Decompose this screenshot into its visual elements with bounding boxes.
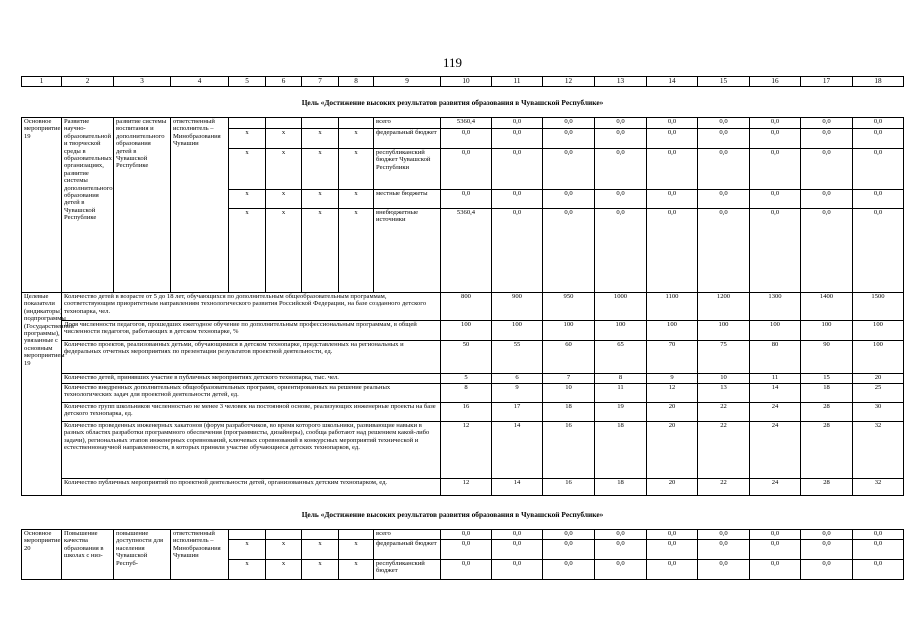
block2-code-cell: x xyxy=(266,540,302,560)
column-header-16: 16 xyxy=(750,77,801,87)
indicator-value: 1500 xyxy=(853,293,904,321)
indicator-value: 100 xyxy=(750,321,801,341)
indicator-value: 9 xyxy=(492,384,543,403)
indicator-value: 18 xyxy=(543,403,595,422)
indicator-row xyxy=(22,403,904,422)
indicator-row xyxy=(22,341,904,374)
indicator-value: 100 xyxy=(853,321,904,341)
block1-value-cell: 0,0 xyxy=(750,129,801,149)
block2-value-cell: 0,0 xyxy=(853,530,904,540)
block2-value-cell: 0,0 xyxy=(492,560,543,580)
indicator-text: Количество групп школьников численностью не менее 3 человек на постоянной основе, реализующих инженерные проекты на базе детского технопарка, ед. xyxy=(62,403,441,422)
column-header-18: 18 xyxy=(853,77,904,87)
block1-task: развитие системы воспитания и дополнительного образования детей в Чувашской Республике xyxy=(114,118,171,293)
page-number: 119 xyxy=(442,55,463,70)
block1-value-cell: 0,0 xyxy=(750,209,801,293)
block1-value-cell: 0,0 xyxy=(543,118,595,129)
block1-value-cell: 5360,4 xyxy=(441,209,492,293)
block1-value-cell: 0,0 xyxy=(801,209,853,293)
block1-code-cell: x xyxy=(302,190,339,209)
indicator-text: Количество проектов, реализованных детьми, обучающимися в детском технопарке, представленных на региональных и федеральных отчетных мероприятиях по презентации результатов проектной деятельности, ед. xyxy=(62,341,441,374)
indicator-value: 800 xyxy=(441,293,492,321)
block1-value-cell: 0,0 xyxy=(853,118,904,129)
indicator-text: Количество детей в возрасте от 5 до 18 лет, обучающихся по дополнительным общеобразовательным программам, соответствующим приоритетным направлениям технологического развития Российской Федерации, на базе созданного детского технопарка, чел. xyxy=(62,293,441,321)
block2-value-cell: 0,0 xyxy=(441,540,492,560)
indicator-value: 20 xyxy=(647,479,698,496)
indicator-value: 5 xyxy=(441,374,492,384)
block2-funding-source: федеральный бюджет xyxy=(374,540,441,560)
block1-value-cell: 0,0 xyxy=(801,118,853,129)
indicator-value: 10 xyxy=(543,384,595,403)
block1-value-cell: 0,0 xyxy=(698,118,750,129)
indicators-label: Целевые показатели (индикаторы) подпрограммы (Государственной программы), увязанные с основным мероприятием 19 xyxy=(22,293,62,496)
column-header-3: 3 xyxy=(114,77,171,87)
indicator-value: 100 xyxy=(698,321,750,341)
block2-code-cell xyxy=(339,530,374,540)
block2-value-cell: 0,0 xyxy=(647,530,698,540)
block1-code-cell: x xyxy=(339,129,374,149)
block1-code-cell: x xyxy=(302,129,339,149)
block1-code-cell: x xyxy=(339,190,374,209)
indicator-value: 80 xyxy=(750,341,801,374)
block1-funding-source: федеральный бюджет xyxy=(374,129,441,149)
block2-value-cell: 0,0 xyxy=(543,560,595,580)
column-header-table xyxy=(21,76,904,87)
block2-value-cell: 0,0 xyxy=(698,560,750,580)
block2-value-cell: 0,0 xyxy=(492,540,543,560)
block2-value-cell: 0,0 xyxy=(698,530,750,540)
block1-code-cell: x xyxy=(339,149,374,190)
block1-value-cell: 0,0 xyxy=(750,118,801,129)
column-header-15: 15 xyxy=(698,77,750,87)
indicator-value: 12 xyxy=(647,384,698,403)
indicator-value: 19 xyxy=(595,403,647,422)
block1-value-cell: 0,0 xyxy=(441,190,492,209)
block1-value-cell: 0,0 xyxy=(698,149,750,190)
block1-value-cell: 0,0 xyxy=(543,209,595,293)
indicator-value: 15 xyxy=(801,374,853,384)
block2-value-cell: 0,0 xyxy=(595,540,647,560)
indicator-value: 30 xyxy=(853,403,904,422)
indicator-value: 24 xyxy=(750,422,801,479)
indicator-value: 20 xyxy=(853,374,904,384)
main-table-block-2 xyxy=(21,529,904,580)
column-header-9: 9 xyxy=(374,77,441,87)
block1-value-cell: 0,0 xyxy=(801,129,853,149)
block1-value-cell: 0,0 xyxy=(492,190,543,209)
indicator-value: 28 xyxy=(801,479,853,496)
indicator-value: 14 xyxy=(492,422,543,479)
column-header-11: 11 xyxy=(492,77,543,87)
block1-code-cell: x xyxy=(229,209,266,293)
block1-value-cell: 0,0 xyxy=(853,129,904,149)
indicator-value: 1200 xyxy=(698,293,750,321)
block1-code-cell: x xyxy=(266,209,302,293)
block2-value-cell: 0,0 xyxy=(853,540,904,560)
goal-title-1: Цель «Достижение высоких результатов развития образования в Чувашской Республике» xyxy=(301,98,604,107)
column-header-12: 12 xyxy=(543,77,595,87)
block1-value-cell: 0,0 xyxy=(853,209,904,293)
indicator-value: 50 xyxy=(441,341,492,374)
block1-value-cell: 0,0 xyxy=(595,149,647,190)
block2-funding-source: республиканский бюджет xyxy=(374,560,441,580)
indicator-value: 16 xyxy=(441,403,492,422)
indicator-value: 100 xyxy=(647,321,698,341)
block1-value-cell: 0,0 xyxy=(853,149,904,190)
block2-executor: ответственный исполнитель – Минобразования Чувашии xyxy=(171,530,229,580)
indicator-value: 6 xyxy=(492,374,543,384)
block1-value-cell: 0,0 xyxy=(750,149,801,190)
indicator-row xyxy=(22,293,904,321)
block2-value-cell: 0,0 xyxy=(595,560,647,580)
block2-value-cell: 0,0 xyxy=(543,540,595,560)
indicator-value: 28 xyxy=(801,422,853,479)
block2-value-cell: 0,0 xyxy=(801,560,853,580)
block1-funding-source: всего xyxy=(374,118,441,129)
indicator-value: 8 xyxy=(441,384,492,403)
indicator-text: Количество проведенных инженерных хакатонов (форум разработчиков, во время которого школьники, развивающие навыки в разных областях разработки программного обеспечения (программисты, дизайнеры), сообща работают над решением какой-либо задачи), региональных этапов инженерных соревнований, ключевых соревнований в конкурсных мероприятий технической и естественнонаучной направленности, в которых приняли участие обучающиеся детских технопарков, ед. xyxy=(62,422,441,479)
indicator-value: 1300 xyxy=(750,293,801,321)
block1-value-cell: 0,0 xyxy=(441,129,492,149)
block1-value-cell: 0,0 xyxy=(801,190,853,209)
indicator-value: 100 xyxy=(853,341,904,374)
indicator-row xyxy=(22,384,904,403)
indicator-value: 100 xyxy=(595,321,647,341)
column-header-7: 7 xyxy=(302,77,339,87)
indicator-value: 18 xyxy=(595,479,647,496)
column-header-10: 10 xyxy=(441,77,492,87)
block2-value-cell: 0,0 xyxy=(441,530,492,540)
block1-value-cell: 0,0 xyxy=(492,118,543,129)
block2-value-cell: 0,0 xyxy=(801,530,853,540)
indicator-value: 75 xyxy=(698,341,750,374)
block1-value-cell: 5360,4 xyxy=(441,118,492,129)
column-header-8: 8 xyxy=(339,77,374,87)
block1-code-cell xyxy=(229,118,266,129)
goal-title-2: Цель «Достижение высоких результатов развития образования в Чувашской Республике» xyxy=(301,510,604,519)
indicator-value: 16 xyxy=(543,422,595,479)
block2-row xyxy=(22,530,904,540)
indicator-value: 14 xyxy=(750,384,801,403)
indicator-value: 65 xyxy=(595,341,647,374)
block1-code-cell: x xyxy=(229,129,266,149)
block1-funding-source: республиканский бюджет Чувашской Республики xyxy=(374,149,441,190)
block1-code-cell: x xyxy=(302,209,339,293)
indicator-value: 22 xyxy=(698,422,750,479)
block1-measure-name: Основное мероприятие 19 xyxy=(22,118,62,293)
block2-measure-name: Основное мероприятие 20 xyxy=(22,530,62,580)
indicator-value: 1000 xyxy=(595,293,647,321)
block2-value-cell: 0,0 xyxy=(853,560,904,580)
block2-value-cell: 0,0 xyxy=(801,540,853,560)
indicator-text: Количество внедренных дополнительных общеобразовательных программ, ориентированных на решение реальных технологических задач для проектной деятельности детей, ед. xyxy=(62,384,441,403)
block2-code-cell: x xyxy=(302,540,339,560)
block2-code-cell xyxy=(302,530,339,540)
block1-value-cell: 0,0 xyxy=(441,149,492,190)
block1-value-cell: 0,0 xyxy=(647,209,698,293)
block2-code-cell: x xyxy=(229,560,266,580)
column-header-13: 13 xyxy=(595,77,647,87)
indicator-value: 24 xyxy=(750,479,801,496)
indicator-value: 22 xyxy=(698,479,750,496)
column-header-14: 14 xyxy=(647,77,698,87)
column-header-2: 2 xyxy=(62,77,114,87)
indicator-value: 8 xyxy=(595,374,647,384)
block2-code-cell xyxy=(229,530,266,540)
block2-code-cell: x xyxy=(229,540,266,560)
indicator-row xyxy=(22,374,904,384)
indicator-value: 12 xyxy=(441,422,492,479)
block1-row xyxy=(22,118,904,129)
indicator-row xyxy=(22,422,904,479)
block1-value-cell: 0,0 xyxy=(647,118,698,129)
block1-value-cell: 0,0 xyxy=(647,129,698,149)
block2-code-cell: x xyxy=(302,560,339,580)
block1-measure-title: Развитие научно-образовательной и творческой среды в образовательных организациях, развитие системы дополнительного образования детей в Чувашской Республике xyxy=(62,118,114,293)
indicator-text: Количество детей, принявших участие в публичных мероприятиях детского технопарка, тыс. чел. xyxy=(62,374,441,384)
indicator-value: 70 xyxy=(647,341,698,374)
block2-value-cell: 0,0 xyxy=(750,560,801,580)
indicator-value: 1400 xyxy=(801,293,853,321)
block2-value-cell: 0,0 xyxy=(647,540,698,560)
indicator-value: 18 xyxy=(801,384,853,403)
block1-executor: ответственный исполнитель – Минобразования Чувашии xyxy=(171,118,229,293)
block1-value-cell: 0,0 xyxy=(647,190,698,209)
block2-value-cell: 0,0 xyxy=(441,560,492,580)
indicator-value: 17 xyxy=(492,403,543,422)
block2-value-cell: 0,0 xyxy=(698,540,750,560)
block1-value-cell: 0,0 xyxy=(595,209,647,293)
block2-code-cell xyxy=(266,530,302,540)
block1-value-cell: 0,0 xyxy=(543,149,595,190)
column-header-6: 6 xyxy=(266,77,302,87)
indicator-value: 900 xyxy=(492,293,543,321)
indicator-value: 100 xyxy=(441,321,492,341)
block1-code-cell: x xyxy=(266,190,302,209)
block1-code-cell: x xyxy=(339,209,374,293)
block2-value-cell: 0,0 xyxy=(595,530,647,540)
block1-value-cell: 0,0 xyxy=(492,209,543,293)
block1-value-cell: 0,0 xyxy=(698,190,750,209)
block1-value-cell: 0,0 xyxy=(647,149,698,190)
block2-funding-source: всего xyxy=(374,530,441,540)
block2-value-cell: 0,0 xyxy=(543,530,595,540)
indicator-row xyxy=(22,479,904,496)
block1-value-cell: 0,0 xyxy=(750,190,801,209)
block2-value-cell: 0,0 xyxy=(492,530,543,540)
indicator-value: 16 xyxy=(543,479,595,496)
block2-measure-title: Повышение качества образования в школах с низ- xyxy=(62,530,114,580)
indicator-value: 1100 xyxy=(647,293,698,321)
block2-code-cell: x xyxy=(339,560,374,580)
block1-funding-source: внебюджетные источники xyxy=(374,209,441,293)
block1-value-cell: 0,0 xyxy=(595,129,647,149)
indicator-value: 25 xyxy=(853,384,904,403)
block1-value-cell: 0,0 xyxy=(492,149,543,190)
block1-value-cell: 0,0 xyxy=(698,129,750,149)
indicator-value: 13 xyxy=(698,384,750,403)
indicator-text: Количество публичных мероприятий по проектной деятельности детей, организованных детским технопарком, ед. xyxy=(62,479,441,496)
indicator-value: 24 xyxy=(750,403,801,422)
indicator-value: 11 xyxy=(750,374,801,384)
block1-value-cell: 0,0 xyxy=(543,190,595,209)
indicator-value: 22 xyxy=(698,403,750,422)
indicator-value: 7 xyxy=(543,374,595,384)
block1-code-cell xyxy=(266,118,302,129)
indicator-value: 18 xyxy=(595,422,647,479)
indicator-value: 11 xyxy=(595,384,647,403)
indicator-row xyxy=(22,321,904,341)
block2-code-cell: x xyxy=(339,540,374,560)
block1-code-cell: x xyxy=(229,190,266,209)
block1-code-cell: x xyxy=(302,149,339,190)
indicator-value: 90 xyxy=(801,341,853,374)
block1-value-cell: 0,0 xyxy=(595,118,647,129)
block1-value-cell: 0,0 xyxy=(698,209,750,293)
block1-code-cell xyxy=(302,118,339,129)
block2-task: повышение доступности для населения Чувашской Респуб- xyxy=(114,530,171,580)
indicator-value: 20 xyxy=(647,403,698,422)
indicator-value: 20 xyxy=(647,422,698,479)
block1-value-cell: 0,0 xyxy=(543,129,595,149)
indicator-text: Доля численности педагогов, прошедших ежегодное обучение по дополнительным профессиональным программам, в общей численности педагогов, работающих в детском технопарке, % xyxy=(62,321,441,341)
indicator-value: 55 xyxy=(492,341,543,374)
indicator-value: 10 xyxy=(698,374,750,384)
block1-value-cell: 0,0 xyxy=(595,190,647,209)
indicator-value: 100 xyxy=(492,321,543,341)
indicator-value: 14 xyxy=(492,479,543,496)
block1-code-cell: x xyxy=(266,149,302,190)
indicator-value: 9 xyxy=(647,374,698,384)
block1-code-cell: x xyxy=(229,149,266,190)
block2-value-cell: 0,0 xyxy=(750,530,801,540)
block2-value-cell: 0,0 xyxy=(750,540,801,560)
indicator-value: 32 xyxy=(853,479,904,496)
column-header-4: 4 xyxy=(171,77,229,87)
column-header-5: 5 xyxy=(229,77,266,87)
indicator-value: 100 xyxy=(543,321,595,341)
column-header-row xyxy=(22,77,904,87)
main-table-block-1 xyxy=(21,117,904,496)
indicator-value: 28 xyxy=(801,403,853,422)
block1-value-cell: 0,0 xyxy=(492,129,543,149)
block2-code-cell: x xyxy=(266,560,302,580)
indicator-value: 100 xyxy=(801,321,853,341)
indicator-value: 950 xyxy=(543,293,595,321)
block1-value-cell: 0,0 xyxy=(801,149,853,190)
block1-value-cell: 0,0 xyxy=(853,190,904,209)
indicator-value: 32 xyxy=(853,422,904,479)
indicator-value: 12 xyxy=(441,479,492,496)
indicator-value: 60 xyxy=(543,341,595,374)
block1-funding-source: местные бюджеты xyxy=(374,190,441,209)
block2-value-cell: 0,0 xyxy=(647,560,698,580)
column-header-17: 17 xyxy=(801,77,853,87)
column-header-1: 1 xyxy=(22,77,62,87)
block1-code-cell xyxy=(339,118,374,129)
block1-code-cell: x xyxy=(266,129,302,149)
